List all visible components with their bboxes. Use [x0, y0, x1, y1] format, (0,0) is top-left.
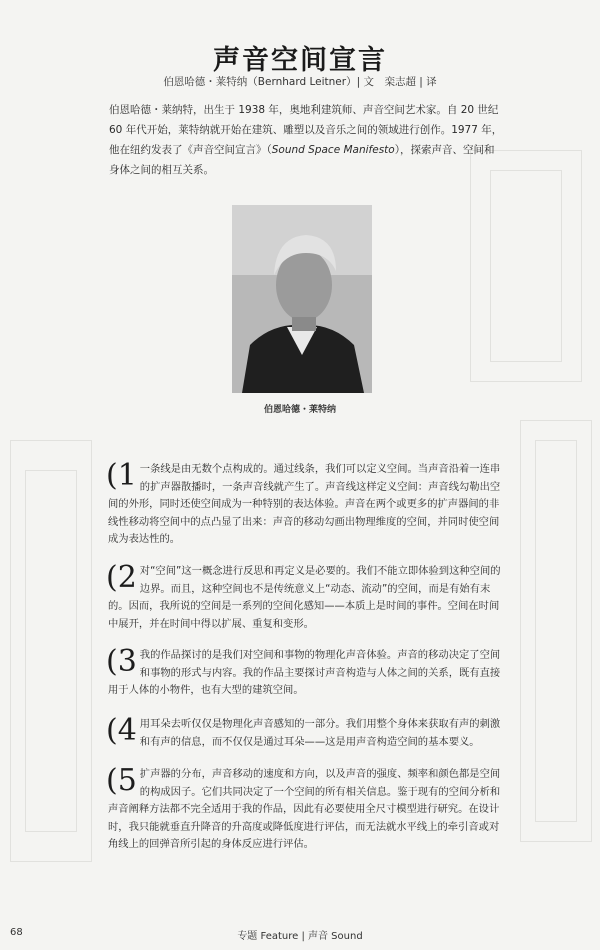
intro-text: 伯恩哈德・莱纳特，出生于 1938 年，奥地利建筑师、声音空间艺术家。自 20 世纪 60 年代开始，莱特纳就开始在建筑、雕塑以及音乐之间的领域进行创作。1977 年，他在纽约发表了《声音空间宣言》（ — [109, 104, 503, 156]
manifesto-section-2 — [106, 560, 503, 633]
portrait-illustration — [232, 205, 372, 393]
background-drawing — [535, 440, 577, 822]
background-drawing — [490, 170, 562, 362]
page-footer — [0, 924, 600, 944]
page-number: 68 — [10, 927, 23, 938]
manifesto-section-3 — [106, 644, 503, 700]
section-text: 对“空间”这一概念进行反思和再定义是必要的。我们不能立即体验到这种空间的边界。而且，这种空间也不是传统意义上“动态、流动”的空间，而是有始有末的。因而，我所说的空间是一系列的空间化感知——本质上是时间的事件。空间在时间中展开，并在时间中得以扩展、重复和变形。 — [108, 565, 501, 630]
manifesto-section-4 — [106, 713, 503, 751]
portrait-photo — [232, 205, 372, 393]
intro-text-end: ），探索声音、空间和身体之间的相互关系。 — [109, 144, 495, 176]
section-number: (2 — [106, 560, 137, 595]
intro-english-title: Sound Space Manifesto — [271, 144, 395, 156]
article-title: 声音空间宣言 — [213, 45, 387, 76]
section-number: (4 — [106, 713, 137, 748]
article-byline: 伯恩哈德・莱特纳（Bernhard Leitner）| 文 栾志超 | 译 — [163, 76, 437, 88]
footer-section-title: 专题 Feature | 声音 Sound — [237, 931, 363, 942]
section-number: (5 — [106, 763, 137, 798]
section-text: 一条线是由无数个点构成的。通过线条，我们可以定义空间。当声音沿着一连串的扩声器散播时，一条声音线就产生了。声音线这样定义空间：声音线勾勒出空间的外形，同时还使空间成为一种特别的表达体验。声音在两个或更多的扩声器间的非线性移动将空间中的点凸显了出来：声音的移动勾画出物理维度的空间，并同时使空间成为表达性的。 — [108, 463, 501, 545]
section-text: 用耳朵去听仅仅是物理化声音感知的一部分。我们用整个身体来获取有声的刺激和有声的信息，而不仅仅是通过耳朵——这是用声音构造空间的基本要义。 — [139, 718, 501, 748]
manifesto-section-5 — [106, 763, 503, 854]
photo-caption: 伯恩哈德・莱特纳 — [263, 405, 336, 415]
section-number: (1 — [106, 458, 137, 493]
section-text: 扩声器的分布，声音移动的速度和方向，以及声音的强度、频率和颜色都是空间的构成因子。它们共同决定了一个空间的所有相关信息。鉴于现有的空间分析和声音阐释方法都不完全适用于我的作品，因此有必要使用全尺寸模型进行研究。在设计时，我只能就垂直升降音的升高度或降低度进行评估，而无法就水平线上的牵引音或对角线上的回弹音所引起的身体反应进行评估。 — [108, 768, 501, 850]
section-text: 我的作品探讨的是我们对空间和事物的物理化声音体验。声音的移动决定了空间和事物的形式与内容。我的作品主要探讨声音构造与人体之间的关系，既有直接用于人体的小物件，也有大型的建筑空间。 — [108, 649, 501, 696]
section-number: (3 — [106, 644, 137, 679]
background-drawing — [25, 470, 77, 832]
intro-paragraph — [109, 100, 504, 180]
manifesto-section-1 — [106, 458, 503, 549]
